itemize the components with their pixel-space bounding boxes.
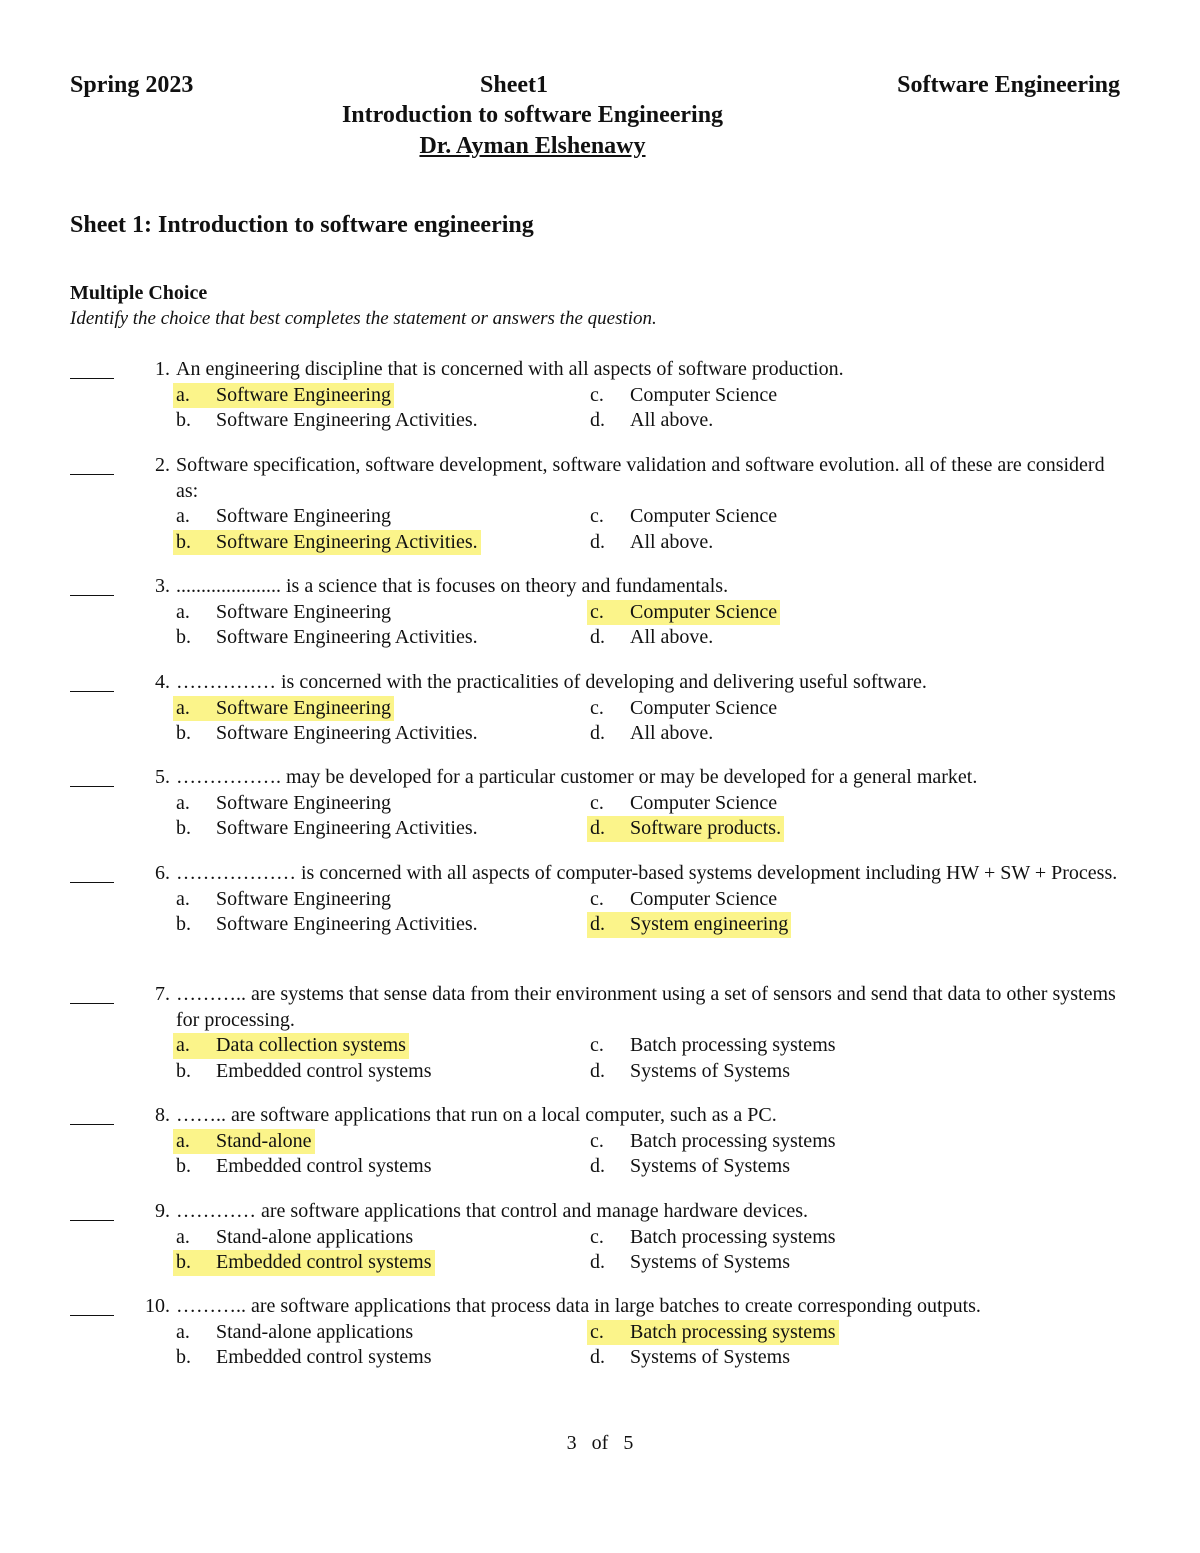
- question-number: 2.: [155, 454, 170, 476]
- page-footer: [0, 1432, 1200, 1455]
- question-3: [70, 574, 1130, 651]
- header-line: [70, 72, 1120, 104]
- option-d: d. All above.: [590, 530, 714, 553]
- question-number: 1.: [155, 358, 170, 380]
- question-number: 6.: [155, 862, 170, 884]
- header-subtitle: Introduction to software Engineering: [341, 102, 724, 128]
- option-b: b. Embedded control systems: [173, 1250, 435, 1276]
- option-c: c. Computer Science: [587, 600, 780, 626]
- option-b: b. Embedded control systems: [176, 1059, 432, 1082]
- option-d: d. Software products.: [587, 816, 784, 842]
- option-c: c. Computer Science: [590, 383, 778, 406]
- option-d: d. All above.: [590, 626, 714, 648]
- question-stem: An engineering discipline that is concerned with all aspects of software production.: [176, 358, 844, 380]
- options: [176, 1129, 1130, 1180]
- option-c: c. Batch processing systems: [590, 1225, 836, 1248]
- option-a: a. Software Engineering: [176, 887, 391, 910]
- options: [176, 383, 1130, 434]
- options: [176, 1320, 1130, 1371]
- question-number: 9.: [155, 1200, 170, 1222]
- option-c: c. Batch processing systems: [590, 1034, 836, 1056]
- sheet-title: Sheet 1: Introduction to software engineering: [70, 212, 534, 238]
- question-7: [70, 982, 1130, 1084]
- question-number: 5.: [155, 766, 170, 788]
- option-b: b. Software Engineering Activities.: [176, 409, 478, 431]
- option-c: c. Batch processing systems: [587, 1320, 839, 1346]
- question-6: [70, 861, 1130, 938]
- answer-blank[interactable]: [70, 1294, 114, 1316]
- options: [176, 696, 1130, 747]
- answer-blank[interactable]: [70, 670, 114, 692]
- question-stem: ……….. are systems that sense data from their environment using a set of sensors and send that data to other systems for processing.: [176, 983, 1116, 1031]
- option-a: a. Software Engineering: [176, 505, 391, 527]
- option-d: d. All above.: [590, 722, 714, 744]
- page-total: 5: [623, 1432, 634, 1454]
- answer-blank[interactable]: [70, 1103, 114, 1125]
- option-a: a. Software Engineering: [173, 383, 394, 409]
- option-a: a. Data collection systems: [173, 1033, 409, 1059]
- option-a: a. Stand-alone applications: [176, 1225, 414, 1248]
- question-2: [70, 453, 1130, 555]
- header-sheet: Sheet1: [480, 72, 548, 98]
- option-a: a. Stand-alone: [173, 1129, 315, 1155]
- question-8: [70, 1103, 1130, 1180]
- option-b: b. Software Engineering Activities.: [176, 913, 478, 935]
- question-number: 7.: [155, 983, 170, 1005]
- question-number: 4.: [155, 671, 170, 693]
- option-c: c. Computer Science: [590, 505, 778, 527]
- option-a: a. Stand-alone applications: [176, 1320, 414, 1343]
- option-d: d. Systems of Systems: [590, 1251, 791, 1273]
- question-stem: Software specification, software development, software validation and software evolution. all of these are considerd as:: [176, 454, 1105, 502]
- question-stem: …….. are software applications that run on a local computer, such as a PC.: [176, 1104, 777, 1126]
- answer-blank[interactable]: [70, 357, 114, 379]
- option-a: a. Software Engineering: [176, 791, 391, 814]
- header-course: Software Engineering: [897, 72, 1120, 98]
- option-c: c. Computer Science: [590, 887, 778, 910]
- option-b: b. Embedded control systems: [176, 1346, 432, 1368]
- option-d: d. All above.: [590, 409, 714, 431]
- question-stem: ……………. may be developed for a particular customer or may be developed for a general market.: [176, 766, 978, 788]
- option-c: c. Computer Science: [590, 696, 778, 719]
- question-stem: ……………… is concerned with all aspects of computer-based systems development including HW + SW + Process.: [176, 862, 1118, 884]
- question-9: [70, 1199, 1130, 1276]
- option-a: a. Software Engineering: [173, 696, 394, 722]
- options: [176, 791, 1130, 842]
- question-stem: ………… are software applications that control and manage hardware devices.: [176, 1200, 808, 1222]
- question-number: 3.: [155, 575, 170, 597]
- options: [176, 1033, 1130, 1084]
- answer-blank[interactable]: [70, 765, 114, 787]
- section-instructions: Identify the choice that best completes the statement or answers the question.: [70, 308, 657, 329]
- answer-blank[interactable]: [70, 574, 114, 596]
- header-term: Spring 2023: [70, 72, 194, 98]
- option-b: b. Embedded control systems: [176, 1155, 432, 1177]
- question-5: [70, 765, 1130, 842]
- option-d: d. System engineering: [587, 912, 791, 938]
- option-a: a. Software Engineering: [176, 600, 391, 623]
- option-b: b. Software Engineering Activities.: [176, 722, 478, 744]
- page-number: 3: [566, 1432, 577, 1454]
- options: [176, 504, 1130, 555]
- answer-blank[interactable]: [70, 861, 114, 883]
- question-4: [70, 670, 1130, 747]
- question-number: 8.: [155, 1104, 170, 1126]
- option-b: b. Software Engineering Activities.: [176, 817, 478, 839]
- option-d: d. Systems of Systems: [590, 1059, 791, 1082]
- question-10: [70, 1294, 1130, 1371]
- header-author: Dr. Ayman Elshenawy: [419, 133, 646, 159]
- answer-blank[interactable]: [70, 1199, 114, 1221]
- question-stem: …………… is concerned with the practicalities of developing and delivering useful software.: [176, 671, 927, 693]
- question-1: [70, 357, 1130, 434]
- answer-blank[interactable]: [70, 453, 114, 475]
- option-c: c. Batch processing systems: [590, 1129, 836, 1152]
- answer-blank[interactable]: [70, 982, 114, 1004]
- question-stem: ……….. are software applications that process data in large batches to create corresponding outputs.: [176, 1295, 981, 1317]
- options: [176, 1225, 1130, 1276]
- options: [176, 600, 1130, 651]
- options: [176, 887, 1130, 938]
- option-c: c. Computer Science: [590, 791, 778, 814]
- page-of: of: [591, 1432, 609, 1454]
- section-title: Multiple Choice: [70, 282, 208, 304]
- option-b: b. Software Engineering Activities.: [176, 626, 478, 648]
- question-stem: ..................... is a science that is focuses on theory and fundamentals.: [176, 575, 729, 597]
- option-b: b. Software Engineering Activities.: [173, 530, 481, 556]
- option-d: d. Systems of Systems: [590, 1155, 791, 1177]
- question-number: 10.: [145, 1295, 170, 1317]
- option-d: d. Systems of Systems: [590, 1346, 791, 1368]
